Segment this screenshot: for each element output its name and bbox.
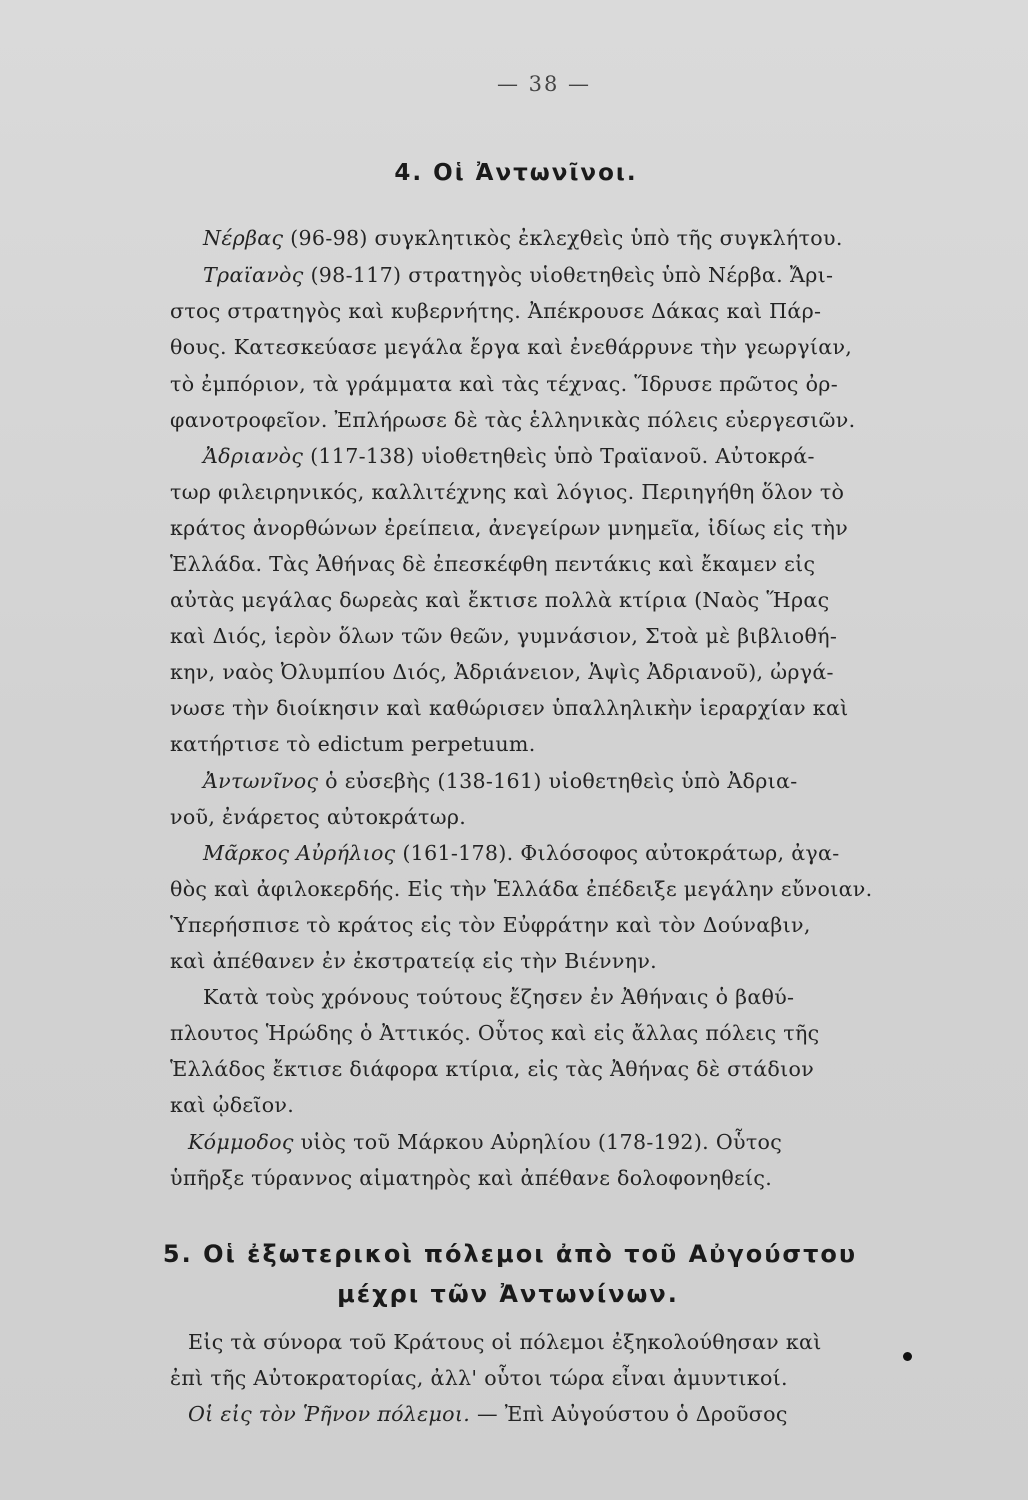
text-line: κην, ναὸς Ὀλυμπίου Διός, Ἀδριάνειον, Ἁψὶς Ἀδριανοῦ), ὠργά-	[170, 660, 834, 684]
text-line: Κατὰ τοὺς χρόνους τούτους ἔζησεν ἐν Ἀθήναις ὁ βαθύ-	[203, 985, 795, 1009]
ink-spot	[903, 1352, 912, 1361]
text-line: Ἀντωνῖνος ὁ εὐσεβὴς (138-161) υἱοθετηθεὶς ὑπὸ Ἀδρια-	[203, 769, 798, 793]
page-number: — 38 —	[496, 72, 592, 96]
text-line: καὶ ἀπέθανεν ἐν ἐκστρατείᾳ εἰς τὴν Βιέννην.	[170, 949, 657, 973]
text-line: θὸς καὶ ἀφιλοκερδής. Εἰς τὴν Ἑλλάδα ἐπέδειξε μεγάλην εὔνοιαν.	[170, 877, 873, 901]
text-line: νοῦ, ἐνάρετος αὐτοκράτωρ.	[170, 805, 467, 829]
text-line: καὶ Διός, ἱερὸν ὅλων τῶν θεῶν, γυμνάσιον, Στοὰ μὲ βιβλιοθή-	[170, 624, 838, 648]
text-line: Εἰς τὰ σύνορα τοῦ Κράτους οἱ πόλεμοι ἐξηκολούθησαν καὶ	[188, 1330, 822, 1354]
text-line: ἐπὶ τῆς Αὐτοκρατορίας, ἀλλ' οὗτοι τώρα εἶναι ἀμυντικοί.	[170, 1366, 788, 1390]
section-5-heading-cont: μέχρι τῶν Ἀντωνίνων.	[337, 1280, 679, 1308]
text-line: Νέρβας (96-98) συγκλητικὸς ἐκλεχθεὶς ὑπὸ τῆς συγκλήτου.	[203, 226, 843, 250]
text-line: κράτος ἀνορθώνων ἐρείπεια, ἀνεγείρων μνημεῖα, ἰδίως εἰς τὴν	[170, 516, 849, 540]
text-line: πλουτος Ἡρώδης ὁ Ἀττικός. Οὗτος καὶ εἰς ἄλλας πόλεις τῆς	[170, 1021, 820, 1045]
text-line: αὐτὰς μεγάλας δωρεὰς καὶ ἔκτισε πολλὰ κτίρια (Ναὸς Ἥρας	[170, 588, 830, 612]
text-line: θους. Κατεσκεύασε μεγάλα ἔργα καὶ ἐνεθάρρυνε τὴν γεωργίαν,	[170, 335, 853, 359]
text-line: Οἱ εἰς τὸν Ῥῆνον πόλεμοι. — Ἐπὶ Αὐγούστου ὁ Δροῦσος	[188, 1402, 788, 1426]
text-line: τωρ φιλειρηνικός, καλλιτέχνης καὶ λόγιος. Περιηγήθη ὅλον τὸ	[170, 480, 845, 504]
text-line: Τραϊανὸς (98-117) στρατηγὸς υἱοθετηθεὶς ὑπὸ Νέρβα. Ἄρι-	[203, 263, 834, 287]
text-line: νωσε τὴν διοίκησιν καὶ καθώρισεν ὑπαλληλικὴν ἱεραρχίαν καὶ	[170, 696, 849, 720]
text-line: Ἀδριανὸς (117-138) υἱοθετηθεὶς ὑπὸ Τραϊανοῦ. Αὐτοκρά-	[203, 444, 815, 468]
text-line: τὸ ἐμπόριον, τὰ γράμματα καὶ τὰς τέχνας. Ἵδρυσε πρῶτος ὀρ-	[170, 372, 838, 396]
text-line: φανοτροφεῖον. Ἐπλήρωσε δὲ τὰς ἑλληνικὰς πόλεις εὐεργεσιῶν.	[170, 408, 856, 432]
text-line: καὶ ᾠδεῖον.	[170, 1093, 295, 1117]
text-line: ὑπῆρξε τύραννος αἱματηρὸς καὶ ἀπέθανε δολοφονηθείς.	[170, 1166, 773, 1190]
text-line: Ἑλλάδα. Τὰς Ἀθήνας δὲ ἐπεσκέφθη πεντάκις καὶ ἔκαμεν εἰς	[170, 552, 816, 576]
text-line: Ὑπερήσπισε τὸ κράτος εἰς τὸν Εὐφράτην καὶ τὸν Δούναβιν,	[170, 913, 811, 937]
text-line: Ἑλλάδος ἔκτισε διάφορα κτίρια, εἰς τὰς Ἀθήνας δὲ στάδιον	[170, 1057, 815, 1081]
section-5-heading: 5. Οἱ ἐξωτερικοὶ πόλεμοι ἀπὸ τοῦ Αὐγούστου	[162, 1240, 858, 1268]
text-line: Κόμμοδος υἱὸς τοῦ Μάρκου Αὐρηλίου (178-192). Οὗτος	[188, 1130, 783, 1154]
text-line: Μᾶρκος Αὐρήλιος (161-178). Φιλόσοφος αὐτοκράτωρ, ἀγα-	[203, 841, 840, 865]
section-4-heading: 4. Οἱ Ἀντωνῖνοι.	[394, 160, 638, 186]
text-line: κατήρτισε τὸ edictum perpetuum.	[170, 732, 536, 756]
text-line: στος στρατηγὸς καὶ κυβερνήτης. Ἀπέκρουσε Δάκας καὶ Πάρ-	[170, 299, 822, 323]
